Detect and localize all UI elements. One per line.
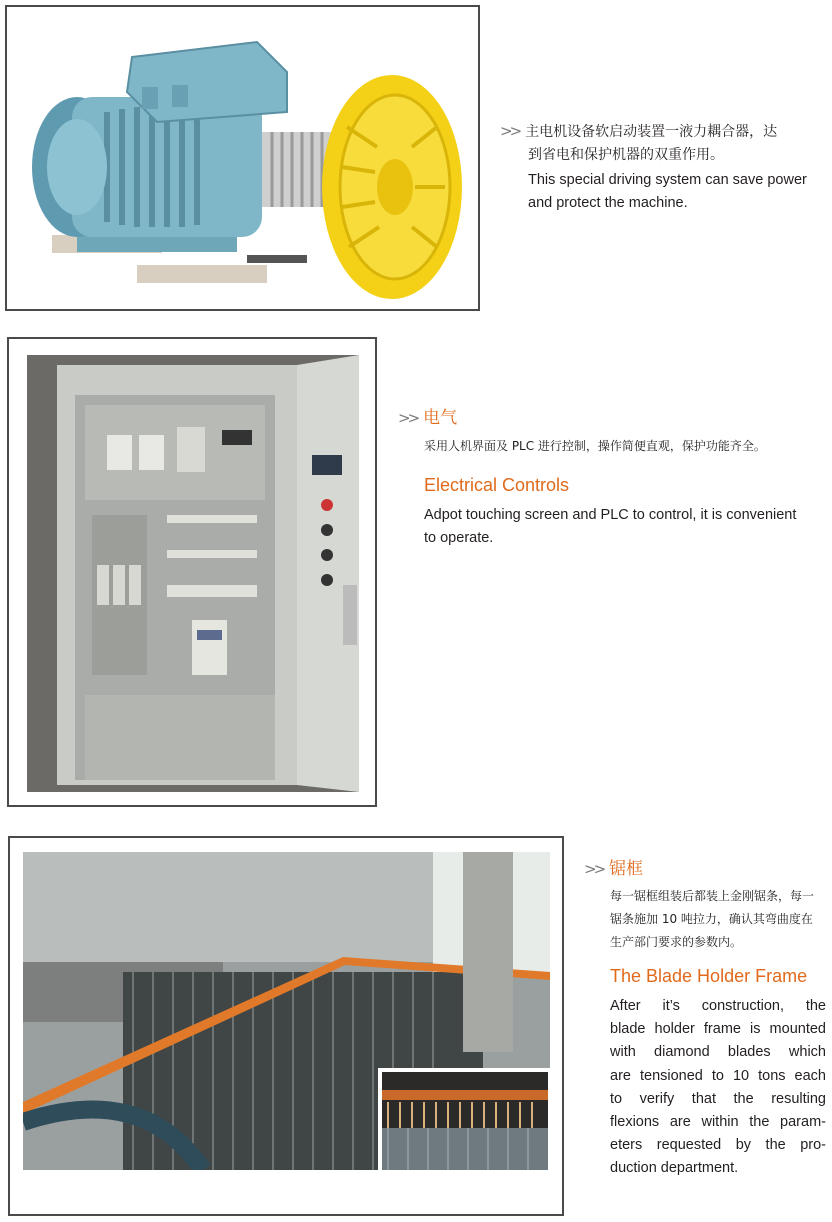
section2-en-text-line2: to operate.	[424, 530, 494, 546]
motor-with-fluid-coupling-photo	[17, 17, 467, 299]
section3-en-body	[610, 995, 826, 1181]
section1-cn-text: 主电机设备软启动装置一液力耦合器，达	[525, 124, 778, 140]
electrical-cabinet-photo	[27, 355, 359, 792]
section2-cn-title: 电气	[423, 408, 458, 428]
section2-cn-title-row	[398, 403, 457, 428]
section3-en-line: blade holder frame is mounted	[610, 1021, 826, 1038]
section2-cn-text: 采用人机界面及 PLC 进行控制，操作简便直观，保护功能齐全。	[424, 439, 766, 453]
section1-en-text-line2: and protect the machine.	[528, 195, 688, 211]
section3-en-line: are tensioned to 10 tons each	[610, 1067, 826, 1084]
section3-cn-text-line2: 锯条施加 10 吨拉力，确认其弯曲度在	[610, 912, 813, 926]
section3-en-line: flexions are within the param-	[610, 1114, 826, 1131]
section3-en-line: eters requested by the pro-	[610, 1137, 826, 1154]
motor-photo-frame	[5, 5, 480, 311]
section3-en-line: to verify that the resulting	[610, 1090, 826, 1107]
section3-cn-title: 锯框	[609, 859, 644, 879]
section3-en-line: duction department.	[610, 1160, 739, 1177]
section3-cn-title-row	[584, 854, 643, 879]
blade-detail-inset-photo	[378, 1068, 550, 1172]
section3-en-line: After it’s construction, the	[610, 998, 826, 1014]
blade-frame-photo-frame	[8, 836, 564, 1216]
section2-en-text-line1: Adpot touching screen and PLC to control, it is convenient	[424, 507, 797, 523]
double-chevron-icon: >>	[584, 860, 604, 878]
section1-cn-text-line1	[500, 121, 777, 141]
electrical-cabinet-frame	[7, 337, 377, 807]
double-chevron-icon: >>	[398, 409, 418, 427]
section1-en-text-line1: This special driving system can save power	[528, 172, 807, 188]
section3-en-title: The Blade Holder Frame	[610, 966, 808, 986]
section3-en-line: with diamond blades which	[610, 1044, 826, 1061]
section3-cn-text-line1: 每一锯框组装后都装上金刚锯条，每一	[610, 889, 815, 903]
section1-cn-text-line2: 到省电和保护机器的双重作用。	[528, 147, 724, 163]
double-chevron-icon: >>	[500, 122, 520, 140]
section3-cn-text-line3: 生产部门要求的参数内。	[610, 935, 743, 949]
section2-en-title: Electrical Controls	[424, 475, 570, 495]
